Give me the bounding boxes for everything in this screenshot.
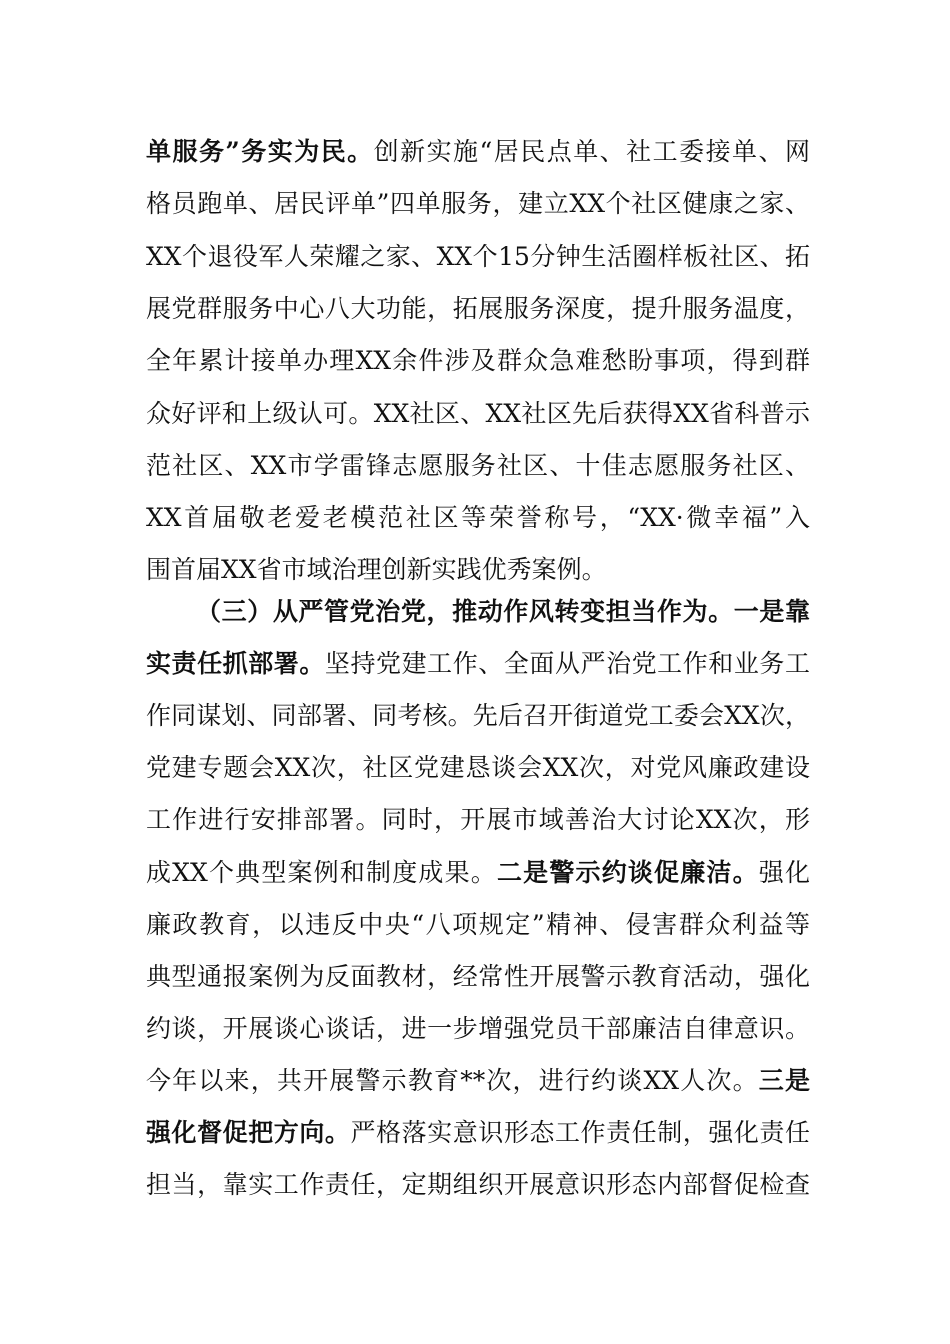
body-text: 坚持党建工作、全面从严治党工作和业务工 [324, 649, 810, 679]
text-line [146, 184, 810, 224]
body-text: 担当，靠实工作责任，定期组织开展意识形态内部督促检查 [146, 1170, 810, 1200]
body-text: 强化 [758, 857, 810, 887]
body-text: 作同谋划、同部署、同考核。先后召开街道党工委会XX次， [146, 701, 810, 731]
body-text: 围首届XX省市域治理创新实践优秀案例。 [146, 555, 607, 585]
body-text: 全年累计接单办理XX余件涉及群众急难愁盼事项，得到群 [146, 346, 810, 376]
text-line [146, 1113, 810, 1153]
body-text: 党建专题会XX次，社区党建恳谈会XX次，对党风廉政建设 [146, 753, 810, 783]
body-text: 约谈，开展谈心谈话，进一步增强党员干部廉洁自律意识。 [146, 1013, 810, 1043]
bold-heading-text: 强化督促把方向。 [146, 1118, 351, 1147]
bold-heading-text: 二是警示约谈促廉洁。 [496, 857, 759, 887]
text-line [146, 853, 810, 893]
text-line [146, 748, 810, 788]
body-text: 严格落实意识形态工作责任制，强化责任 [350, 1118, 810, 1147]
body-text: 今年以来，共开展警示教育**次，进行约谈XX人次。 [146, 1065, 759, 1095]
body-text: 范社区、XX市学雷锋志愿服务社区、十佳志愿服务社区、 [146, 450, 810, 480]
text-line [146, 550, 810, 590]
text-line [146, 800, 810, 840]
body-text: XX首届敬老爱老模范社区等荣誉称号，“XX·微幸福”入 [146, 503, 810, 533]
text-line [146, 498, 810, 538]
text-line [146, 957, 810, 997]
body-text: 廉政教育，以违反中央“八项规定”精神、侵害群众利益等 [146, 909, 810, 939]
bold-heading-text: 三是 [758, 1065, 810, 1095]
body-text: 工作进行安排部署。同时，开展市域善治大讨论XX次，形 [146, 805, 810, 835]
text-line [146, 905, 810, 945]
body-text: 众好评和上级认可。XX社区、XX社区先后获得XX省科普示 [146, 398, 810, 428]
text-line [196, 592, 810, 632]
body-text: 展党群服务中心八大功能，拓展服务深度，提升服务温度， [146, 293, 810, 323]
bold-heading-text: 单服务”务实为民。 [146, 137, 374, 166]
text-line [146, 696, 810, 736]
text-line [146, 341, 810, 381]
text-line [146, 237, 810, 277]
text-line [146, 1009, 810, 1049]
body-text: 典型通报案例为反面教材，经常性开展警示教育活动，强化 [146, 961, 810, 991]
body-text: 格员跑单、居民评单”四单服务，建立XX个社区健康之家、 [146, 189, 810, 219]
bold-heading-text: （三）从严管党治党，推动作风转变担当作为。一是靠 [196, 597, 810, 626]
text-line [146, 644, 810, 684]
text-line [146, 1165, 810, 1205]
text-line [146, 1061, 810, 1101]
text-line [146, 289, 810, 329]
body-text: 成XX个典型案例和制度成果。 [146, 857, 497, 887]
body-text: 创新实施“居民点单、社工委接单、网 [373, 137, 810, 166]
text-line [146, 446, 810, 486]
text-line [146, 394, 810, 434]
bold-heading-text: 实责任抓部署。 [146, 649, 325, 679]
text-line [146, 132, 810, 172]
body-text: XX个退役军人荣耀之家、XX个15分钟生活圈样板社区、拓 [146, 241, 810, 271]
